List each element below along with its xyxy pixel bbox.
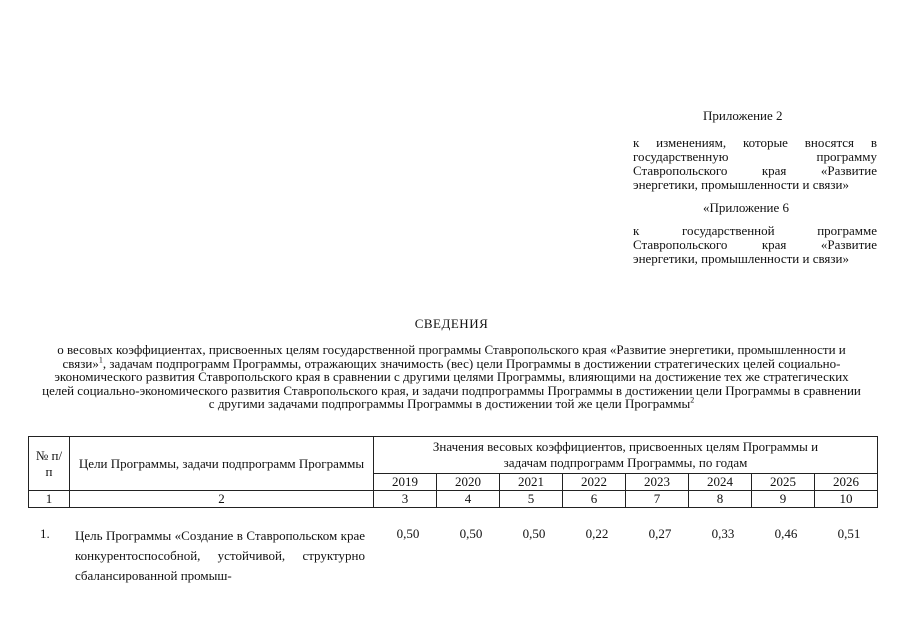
column-number: 7 (626, 491, 689, 508)
goal-text: Цель Программы «Создание в Ставропольском крае конкурентоспособной, устойчивой, структурно сбалансированной промыш- (75, 528, 365, 583)
row-value: 0,33 (711, 526, 735, 541)
footnote-ref-1: 1 (98, 355, 103, 365)
header-year: 2019 (374, 474, 437, 491)
document-description (40, 343, 863, 411)
header-year: 2020 (437, 474, 500, 491)
column-number: 10 (815, 491, 878, 508)
column-number: 4 (437, 491, 500, 508)
description-part-2: , задачам подпрограмм Программы, отражающих значимость (вес) цели Программы в достижении стратегических целей социально-экономического развития Ставропольского края в сравнении с другими целями Программы, влияющими на достижение тех же стратегических целей социально-экономического развития Ставропольского края, и задачи подпрограммы Программы в достижении цели Программы в сравнении с другими задачами подпрограммы Программы в достижении той же цели Программы (42, 355, 861, 411)
row-value: 0,50 (522, 526, 546, 541)
header-year: 2026 (815, 474, 878, 491)
row-value: 0,51 (837, 526, 861, 541)
row-value: 0,27 (648, 526, 672, 541)
document-heading: СВЕДЕНИЯ (414, 316, 489, 331)
column-number: 6 (563, 491, 626, 508)
header-year: 2021 (500, 474, 563, 491)
column-number: 1 (29, 491, 70, 508)
coefficients-table (28, 436, 878, 508)
row-number: 1. (40, 526, 50, 541)
header-year: 2025 (752, 474, 815, 491)
row-value: 0,22 (585, 526, 609, 541)
column-number: 8 (689, 491, 752, 508)
header-year: 2024 (689, 474, 752, 491)
header-values: Значения весовых коэффициентов, присвоенных целям Программы и задачам подпрограмм Программы, по годам (374, 437, 878, 474)
description-part-1: о весовых коэффициентах, присвоенных целям государственной программы Ставропольского края «Развитие энергетики, промышленности и связи» (57, 342, 846, 371)
appendix-text: к изменениям, которые вносятся в государственную программу Ставропольского края «Развитие энергетики, промышленности и связи» (633, 135, 877, 192)
row-value: 0,46 (774, 526, 798, 541)
column-number: 9 (752, 491, 815, 508)
header-year: 2022 (563, 474, 626, 491)
row-value: 0,50 (459, 526, 483, 541)
header-year: 2023 (626, 474, 689, 491)
header-number: № п/п (29, 437, 70, 491)
appendix-text-2: к государственной программе Ставропольского края «Развитие энергетики, промышленности и связи» (633, 223, 877, 266)
column-number: 5 (500, 491, 563, 508)
appendix-title-2: «Приложение 6 (703, 200, 790, 215)
column-number: 3 (374, 491, 437, 508)
footnote-ref-2: 2 (690, 395, 695, 405)
column-number: 2 (70, 491, 374, 508)
header-goals: Цели Программы, задачи подпрограмм Программы (70, 437, 374, 491)
appendix-title: Приложение 2 (703, 108, 783, 123)
row-value: 0,50 (396, 526, 420, 541)
